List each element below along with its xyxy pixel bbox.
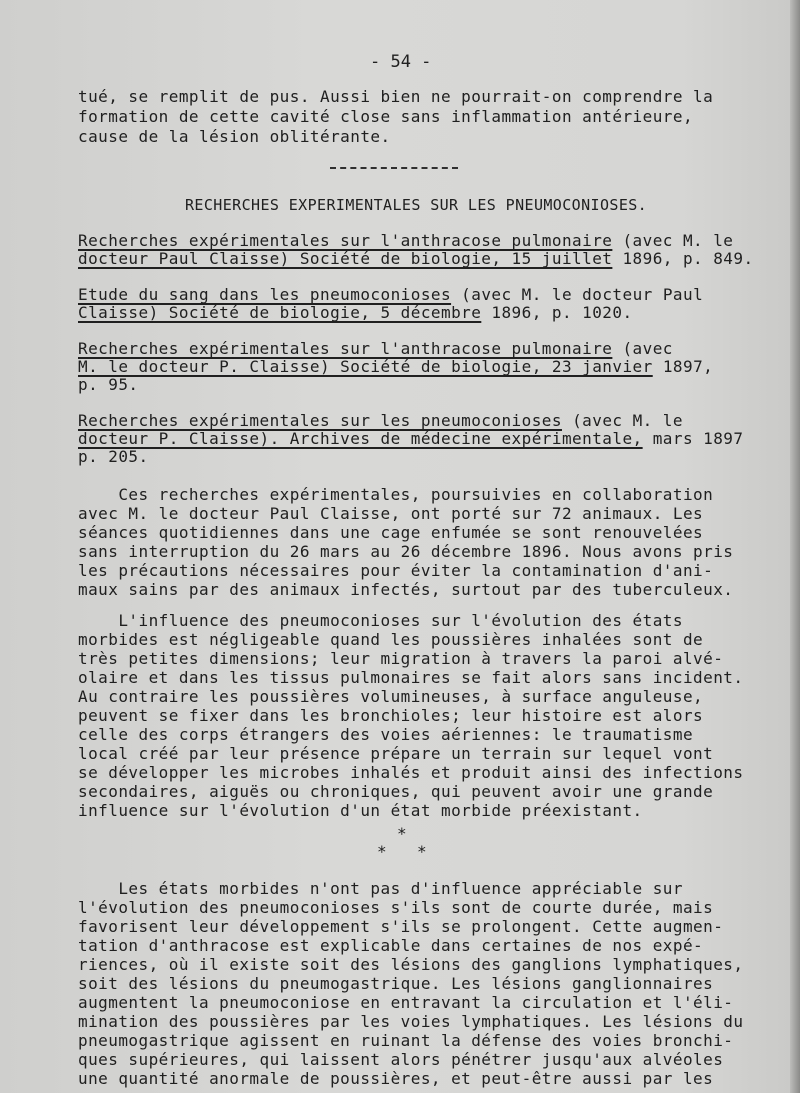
section-divider bbox=[330, 167, 458, 169]
paragraph-2-line: peuvent se fixer dans les bronchioles; leur histoire est alors bbox=[78, 706, 704, 725]
asterism-star-top: * bbox=[397, 824, 407, 843]
reference-3-line-3: p. 95. bbox=[78, 375, 139, 394]
page-number: - 54 - bbox=[370, 52, 432, 72]
paragraph-2-line: se développer les microbes inhalés et produit ainsi des infections bbox=[78, 763, 744, 782]
paragraph-1-line: Ces recherches expérimentales, poursuivies en collaboration bbox=[78, 485, 714, 504]
page-edge-shadow bbox=[790, 0, 800, 1093]
paragraph-2-line: celle des corps étrangers des voies aériennes: le traumatisme bbox=[78, 725, 694, 744]
paragraph-3-line: pneumogastrique agissent en ruinant la défense des voies bronchi- bbox=[78, 1031, 734, 1050]
reference-4-line-2: docteur P. Claisse). Archives de médecine expérimentale, mars 1897 bbox=[78, 429, 744, 448]
paragraph-2-line: Au contraire les poussières volumineuses, à surface anguleuse, bbox=[78, 687, 704, 706]
intro-line: cause de la lésion oblitérante. bbox=[78, 127, 391, 146]
reference-4-line-3: p. 205. bbox=[78, 447, 149, 466]
reference-3-line-1: Recherches expérimentales sur l'anthracose pulmonaire (avec bbox=[78, 339, 673, 358]
reference-3-line-2: M. le docteur P. Claisse) Société de biologie, 23 janvier 1897, bbox=[78, 357, 714, 376]
paragraph-2-line: L'influence des pneumoconioses sur l'évolution des états bbox=[78, 611, 683, 630]
paragraph-3-line: riences, où il existe soit des lésions des ganglions lymphatiques, bbox=[78, 955, 744, 974]
paragraph-3-line: l'évolution des pneumoconioses s'ils sont de courte durée, mais bbox=[78, 898, 714, 917]
paragraph-1-line: sans interruption du 26 mars au 26 décembre 1896. Nous avons pris bbox=[78, 542, 734, 561]
reference-4-line-1: Recherches expérimentales sur les pneumoconioses (avec M. le bbox=[78, 411, 683, 430]
paragraph-2-line: olaire et dans les tissus pulmonaires se fait alors sans incident. bbox=[78, 668, 744, 687]
intro-line: formation de cette cavité close sans inflammation antérieure, bbox=[78, 107, 694, 126]
paragraph-1-line: les précautions nécessaires pour éviter la contamination d'ani- bbox=[78, 561, 714, 580]
reference-2-line-1: Etude du sang dans les pneumoconioses (avec M. le docteur Paul bbox=[78, 285, 704, 304]
reference-1-line-1: Recherches expérimentales sur l'anthracose pulmonaire (avec M. le bbox=[78, 231, 734, 250]
paragraph-1-line: maux sains par des animaux infectés, surtout par des tuberculeux. bbox=[78, 580, 734, 599]
paragraph-3-line: mination des poussières par les voies lymphatiques. Les lésions du bbox=[78, 1012, 744, 1031]
paragraph-3-line: ques supérieures, qui laissent alors pénétrer jusqu'aux alvéoles bbox=[78, 1050, 724, 1069]
asterism-star-right: * bbox=[417, 842, 427, 861]
paragraph-1-line: avec M. le docteur Paul Claisse, ont porté sur 72 animaux. Les bbox=[78, 504, 704, 523]
paragraph-1-line: séances quotidiennes dans une cage enfumée se sont renouvelées bbox=[78, 523, 704, 542]
paragraph-2-line: influence sur l'évolution d'un état morbide préexistant. bbox=[78, 801, 643, 820]
paragraph-3-line: Les états morbides n'ont pas d'influence appréciable sur bbox=[78, 879, 683, 898]
paragraph-3-line: augmentent la pneumoconiose en entravant la circulation et l'éli- bbox=[78, 993, 734, 1012]
reference-1-line-2: docteur Paul Claisse) Société de biologie, 15 juillet 1896, p. 849. bbox=[78, 249, 754, 268]
reference-4-title: Recherches expérimentales sur les pneumoconioses bbox=[78, 411, 562, 430]
intro-line: tué, se remplit de pus. Aussi bien ne pourrait-on comprendre la bbox=[78, 87, 714, 106]
paragraph-2-line: secondaires, aiguës ou chroniques, qui peuvent avoir une grande bbox=[78, 782, 714, 801]
paragraph-3-line: une quantité anormale de poussières, et peut-être aussi par les bbox=[78, 1069, 714, 1088]
reference-1-title: Recherches expérimentales sur l'anthracose pulmonaire bbox=[78, 231, 613, 250]
paragraph-3-line: favorisent leur développement s'ils se prolongent. Cette augmen- bbox=[78, 917, 724, 936]
paragraph-2-line: très petites dimensions; leur migration à travers la paroi alvé- bbox=[78, 649, 724, 668]
paragraph-3-line: soit des lésions du pneumogastrique. Les lésions ganglionnaires bbox=[78, 974, 714, 993]
reference-3-title: Recherches expérimentales sur l'anthracose pulmonaire bbox=[78, 339, 613, 358]
paragraph-2-line: local créé par leur présence prépare un terrain sur lequel vont bbox=[78, 744, 714, 763]
section-title: RECHERCHES EXPERIMENTALES SUR LES PNEUMOCONIOSES. bbox=[185, 196, 648, 214]
asterism-star-left: * bbox=[377, 842, 387, 861]
paragraph-2-line: morbides est négligeable quand les poussières inhalées sont de bbox=[78, 630, 704, 649]
reference-2-title: Etude du sang dans les pneumoconioses bbox=[78, 285, 452, 304]
paragraph-3-line: tation d'anthracose est explicable dans certaines de nos expé- bbox=[78, 936, 704, 955]
reference-2-line-2: Claisse) Société de biologie, 5 décembre 1896, p. 1020. bbox=[78, 303, 633, 322]
